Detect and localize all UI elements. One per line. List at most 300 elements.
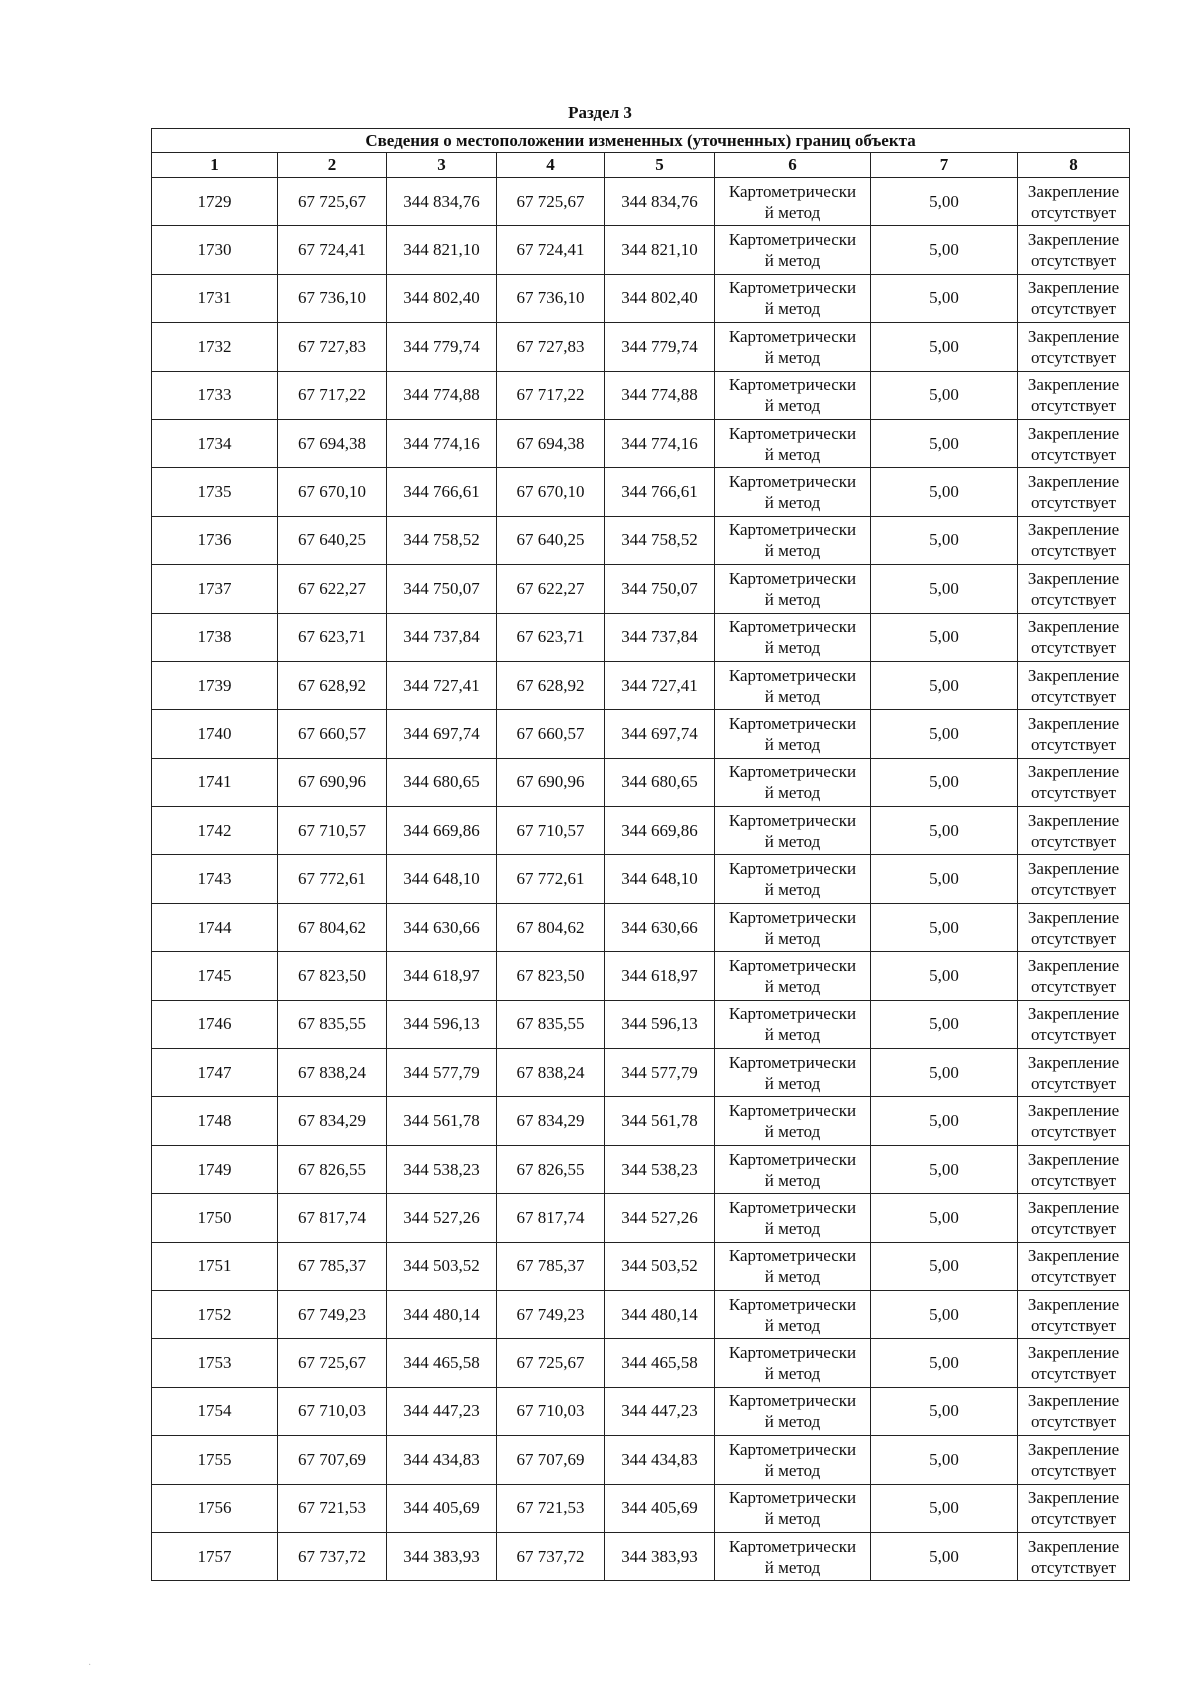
- method-line: Картометрически: [728, 665, 857, 685]
- fixation-cell: [1018, 419, 1130, 467]
- method-cell: [715, 855, 871, 903]
- accuracy-cell: 5,00: [871, 178, 1018, 226]
- fixation-cell: [1018, 468, 1130, 516]
- fixation-line: отсутствует: [1030, 1218, 1117, 1238]
- existing-x-cell: 67 694,38: [278, 419, 387, 467]
- refined-x-cell: 67 725,67: [497, 178, 605, 226]
- existing-y-cell: 344 648,10: [387, 855, 497, 903]
- accuracy-cell: 5,00: [871, 1049, 1018, 1097]
- column-numbers-row: [152, 153, 1130, 178]
- refined-y-cell: 344 750,07: [605, 565, 715, 613]
- existing-x-cell: 67 710,57: [278, 807, 387, 855]
- refined-y-cell: 344 538,23: [605, 1145, 715, 1193]
- table-row: [152, 1000, 1130, 1048]
- point-number-cell: 1741: [152, 758, 278, 806]
- accuracy-cell: 5,00: [871, 1000, 1018, 1048]
- fixation-line: отсутствует: [1030, 541, 1117, 561]
- method-line: й метод: [764, 251, 821, 271]
- method-line: Картометрически: [728, 326, 857, 346]
- fixation-line: отсутствует: [1030, 396, 1117, 416]
- accuracy-cell: 5,00: [871, 1145, 1018, 1193]
- fixation-line: Закрепление: [1027, 230, 1120, 250]
- existing-y-cell: 344 561,78: [387, 1097, 497, 1145]
- point-number-cell: 1733: [152, 371, 278, 419]
- existing-y-cell: 344 538,23: [387, 1145, 497, 1193]
- refined-y-cell: 344 561,78: [605, 1097, 715, 1145]
- boundary-coordinates-table: [151, 128, 1130, 1581]
- point-number-cell: 1736: [152, 516, 278, 564]
- refined-y-cell: 344 630,66: [605, 903, 715, 951]
- method-cell: [715, 1000, 871, 1048]
- table-row: [152, 1339, 1130, 1387]
- table-row: [152, 468, 1130, 516]
- accuracy-cell: 5,00: [871, 903, 1018, 951]
- method-line: Картометрически: [728, 955, 857, 975]
- method-cell: [715, 1436, 871, 1484]
- fixation-cell: [1018, 1436, 1130, 1484]
- method-line: Картометрически: [728, 568, 857, 588]
- method-line: Картометрически: [728, 1149, 857, 1169]
- column-number: 4: [497, 153, 605, 178]
- existing-x-cell: 67 804,62: [278, 903, 387, 951]
- method-cell: [715, 710, 871, 758]
- existing-y-cell: 344 480,14: [387, 1290, 497, 1338]
- existing-y-cell: 344 779,74: [387, 323, 497, 371]
- fixation-cell: [1018, 1242, 1130, 1290]
- existing-x-cell: 67 710,03: [278, 1387, 387, 1435]
- fixation-line: Закрепление: [1027, 713, 1120, 733]
- fixation-cell: [1018, 1049, 1130, 1097]
- refined-y-cell: 344 383,93: [605, 1532, 715, 1580]
- method-cell: [715, 468, 871, 516]
- existing-x-cell: 67 736,10: [278, 274, 387, 322]
- fixation-line: Закрепление: [1027, 568, 1120, 588]
- table-row: [152, 758, 1130, 806]
- existing-y-cell: 344 774,16: [387, 419, 497, 467]
- table-row: [152, 1484, 1130, 1532]
- method-line: Картометрически: [728, 1536, 857, 1556]
- existing-x-cell: 67 835,55: [278, 1000, 387, 1048]
- existing-y-cell: 344 596,13: [387, 1000, 497, 1048]
- fixation-line: отсутствует: [1030, 1509, 1117, 1529]
- fixation-line: отсутствует: [1030, 1557, 1117, 1577]
- method-line: й метод: [764, 1122, 821, 1142]
- existing-x-cell: 67 727,83: [278, 323, 387, 371]
- method-line: Картометрически: [728, 423, 857, 443]
- existing-y-cell: 344 383,93: [387, 1532, 497, 1580]
- accuracy-cell: 5,00: [871, 468, 1018, 516]
- method-cell: [715, 565, 871, 613]
- accuracy-cell: 5,00: [871, 226, 1018, 274]
- method-line: Картометрически: [728, 859, 857, 879]
- refined-x-cell: 67 725,67: [497, 1339, 605, 1387]
- table-row: [152, 1145, 1130, 1193]
- refined-y-cell: 344 727,41: [605, 661, 715, 709]
- fixation-line: Закрепление: [1027, 1004, 1120, 1024]
- method-cell: [715, 516, 871, 564]
- method-line: й метод: [764, 1412, 821, 1432]
- method-line: Картометрически: [728, 810, 857, 830]
- fixation-cell: [1018, 613, 1130, 661]
- refined-y-cell: 344 465,58: [605, 1339, 715, 1387]
- method-cell: [715, 419, 871, 467]
- method-cell: [715, 1194, 871, 1242]
- refined-y-cell: 344 834,76: [605, 178, 715, 226]
- point-number-cell: 1753: [152, 1339, 278, 1387]
- fixation-line: отсутствует: [1030, 1025, 1117, 1045]
- method-line: й метод: [764, 783, 821, 803]
- method-cell: [715, 1049, 871, 1097]
- point-number-cell: 1752: [152, 1290, 278, 1338]
- method-line: й метод: [764, 928, 821, 948]
- fixation-cell: [1018, 855, 1130, 903]
- fixation-line: отсутствует: [1030, 976, 1117, 996]
- refined-x-cell: 67 749,23: [497, 1290, 605, 1338]
- accuracy-cell: 5,00: [871, 758, 1018, 806]
- table-caption: Сведения о местоположении измененных (уточненных) границ объекта: [152, 129, 1130, 153]
- accuracy-cell: 5,00: [871, 419, 1018, 467]
- method-line: й метод: [764, 638, 821, 658]
- table-row: [152, 710, 1130, 758]
- table-row: [152, 178, 1130, 226]
- accuracy-cell: 5,00: [871, 516, 1018, 564]
- table-row: [152, 419, 1130, 467]
- fixation-cell: [1018, 1097, 1130, 1145]
- method-cell: [715, 371, 871, 419]
- accuracy-cell: 5,00: [871, 1484, 1018, 1532]
- existing-x-cell: 67 640,25: [278, 516, 387, 564]
- table-row: [152, 323, 1130, 371]
- accuracy-cell: 5,00: [871, 807, 1018, 855]
- point-number-cell: 1757: [152, 1532, 278, 1580]
- existing-y-cell: 344 834,76: [387, 178, 497, 226]
- method-line: й метод: [764, 1460, 821, 1480]
- fixation-cell: [1018, 274, 1130, 322]
- method-line: Картометрически: [728, 1343, 857, 1363]
- point-number-cell: 1740: [152, 710, 278, 758]
- accuracy-cell: 5,00: [871, 371, 1018, 419]
- fixation-line: Закрепление: [1027, 810, 1120, 830]
- refined-x-cell: 67 724,41: [497, 226, 605, 274]
- point-number-cell: 1756: [152, 1484, 278, 1532]
- refined-y-cell: 344 480,14: [605, 1290, 715, 1338]
- point-number-cell: 1747: [152, 1049, 278, 1097]
- method-line: й метод: [764, 202, 821, 222]
- column-number: 3: [387, 153, 497, 178]
- fixation-line: отсутствует: [1030, 202, 1117, 222]
- method-cell: [715, 1145, 871, 1193]
- fixation-line: отсутствует: [1030, 493, 1117, 513]
- existing-y-cell: 344 821,10: [387, 226, 497, 274]
- method-line: й метод: [764, 1025, 821, 1045]
- existing-y-cell: 344 758,52: [387, 516, 497, 564]
- method-line: Картометрически: [728, 1246, 857, 1266]
- fixation-line: отсутствует: [1030, 299, 1117, 319]
- refined-y-cell: 344 405,69: [605, 1484, 715, 1532]
- method-line: Картометрически: [728, 1004, 857, 1024]
- table-row: [152, 1436, 1130, 1484]
- method-cell: [715, 226, 871, 274]
- fixation-line: Закрепление: [1027, 955, 1120, 975]
- table-row: [152, 565, 1130, 613]
- method-line: й метод: [764, 1557, 821, 1577]
- point-number-cell: 1739: [152, 661, 278, 709]
- existing-x-cell: 67 670,10: [278, 468, 387, 516]
- existing-y-cell: 344 774,88: [387, 371, 497, 419]
- method-line: й метод: [764, 1315, 821, 1335]
- point-number-cell: 1729: [152, 178, 278, 226]
- fixation-line: Закрепление: [1027, 1149, 1120, 1169]
- fixation-line: Закрепление: [1027, 1101, 1120, 1121]
- refined-y-cell: 344 527,26: [605, 1194, 715, 1242]
- fixation-line: Закрепление: [1027, 472, 1120, 492]
- refined-x-cell: 67 710,57: [497, 807, 605, 855]
- table-row: [152, 1097, 1130, 1145]
- method-line: й метод: [764, 880, 821, 900]
- fixation-line: отсутствует: [1030, 880, 1117, 900]
- refined-y-cell: 344 737,84: [605, 613, 715, 661]
- point-number-cell: 1746: [152, 1000, 278, 1048]
- point-number-cell: 1745: [152, 952, 278, 1000]
- fixation-line: Закрепление: [1027, 1294, 1120, 1314]
- fixation-line: отсутствует: [1030, 831, 1117, 851]
- fixation-line: отсутствует: [1030, 1460, 1117, 1480]
- refined-x-cell: 67 717,22: [497, 371, 605, 419]
- fixation-line: Закрепление: [1027, 907, 1120, 927]
- method-line: Картометрически: [728, 1052, 857, 1072]
- table-row: [152, 371, 1130, 419]
- method-cell: [715, 613, 871, 661]
- existing-x-cell: 67 817,74: [278, 1194, 387, 1242]
- existing-y-cell: 344 802,40: [387, 274, 497, 322]
- refined-y-cell: 344 447,23: [605, 1387, 715, 1435]
- fixation-line: отсутствует: [1030, 783, 1117, 803]
- fixation-line: Закрепление: [1027, 859, 1120, 879]
- fixation-cell: [1018, 1387, 1130, 1435]
- refined-y-cell: 344 821,10: [605, 226, 715, 274]
- existing-x-cell: 67 826,55: [278, 1145, 387, 1193]
- method-line: Картометрически: [728, 181, 857, 201]
- fixation-line: Закрепление: [1027, 1052, 1120, 1072]
- existing-x-cell: 67 772,61: [278, 855, 387, 903]
- existing-y-cell: 344 577,79: [387, 1049, 497, 1097]
- fixation-line: отсутствует: [1030, 1122, 1117, 1142]
- table-row: [152, 661, 1130, 709]
- column-number: 6: [715, 153, 871, 178]
- fixation-line: Закрепление: [1027, 520, 1120, 540]
- existing-x-cell: 67 838,24: [278, 1049, 387, 1097]
- fixation-cell: [1018, 516, 1130, 564]
- point-number-cell: 1732: [152, 323, 278, 371]
- existing-y-cell: 344 405,69: [387, 1484, 497, 1532]
- table-caption-row: [152, 129, 1130, 153]
- existing-y-cell: 344 434,83: [387, 1436, 497, 1484]
- fixation-cell: [1018, 952, 1130, 1000]
- refined-x-cell: 67 628,92: [497, 661, 605, 709]
- point-number-cell: 1730: [152, 226, 278, 274]
- fixation-cell: [1018, 178, 1130, 226]
- point-number-cell: 1748: [152, 1097, 278, 1145]
- refined-x-cell: 67 835,55: [497, 1000, 605, 1048]
- method-line: й метод: [764, 1364, 821, 1384]
- fixation-line: Закрепление: [1027, 617, 1120, 637]
- fixation-cell: [1018, 661, 1130, 709]
- refined-y-cell: 344 774,88: [605, 371, 715, 419]
- point-number-cell: 1742: [152, 807, 278, 855]
- method-line: Картометрически: [728, 1294, 857, 1314]
- accuracy-cell: 5,00: [871, 1436, 1018, 1484]
- method-cell: [715, 807, 871, 855]
- existing-y-cell: 344 503,52: [387, 1242, 497, 1290]
- refined-y-cell: 344 774,16: [605, 419, 715, 467]
- fixation-line: отсутствует: [1030, 589, 1117, 609]
- fixation-line: Закрепление: [1027, 181, 1120, 201]
- fixation-line: Закрепление: [1027, 278, 1120, 298]
- existing-x-cell: 67 707,69: [278, 1436, 387, 1484]
- existing-y-cell: 344 527,26: [387, 1194, 497, 1242]
- fixation-cell: [1018, 807, 1130, 855]
- existing-y-cell: 344 630,66: [387, 903, 497, 951]
- method-line: Картометрически: [728, 617, 857, 637]
- fixation-cell: [1018, 1000, 1130, 1048]
- method-line: й метод: [764, 299, 821, 319]
- method-cell: [715, 1290, 871, 1338]
- accuracy-cell: 5,00: [871, 613, 1018, 661]
- method-cell: [715, 1339, 871, 1387]
- method-line: й метод: [764, 347, 821, 367]
- fixation-line: отсутствует: [1030, 638, 1117, 658]
- refined-x-cell: 67 834,29: [497, 1097, 605, 1145]
- refined-x-cell: 67 804,62: [497, 903, 605, 951]
- accuracy-cell: 5,00: [871, 1290, 1018, 1338]
- refined-x-cell: 67 721,53: [497, 1484, 605, 1532]
- point-number-cell: 1750: [152, 1194, 278, 1242]
- table-row: [152, 1290, 1130, 1338]
- existing-x-cell: 67 623,71: [278, 613, 387, 661]
- existing-y-cell: 344 766,61: [387, 468, 497, 516]
- method-line: й метод: [764, 589, 821, 609]
- accuracy-cell: 5,00: [871, 1194, 1018, 1242]
- refined-x-cell: 67 817,74: [497, 1194, 605, 1242]
- method-cell: [715, 1387, 871, 1435]
- point-number-cell: 1744: [152, 903, 278, 951]
- method-cell: [715, 178, 871, 226]
- column-number: 7: [871, 153, 1018, 178]
- existing-y-cell: 344 750,07: [387, 565, 497, 613]
- point-number-cell: 1755: [152, 1436, 278, 1484]
- fixation-line: Закрепление: [1027, 665, 1120, 685]
- existing-x-cell: 67 737,72: [278, 1532, 387, 1580]
- accuracy-cell: 5,00: [871, 323, 1018, 371]
- table-row: [152, 516, 1130, 564]
- existing-x-cell: 67 721,53: [278, 1484, 387, 1532]
- method-cell: [715, 274, 871, 322]
- method-line: Картометрически: [728, 1439, 857, 1459]
- accuracy-cell: 5,00: [871, 661, 1018, 709]
- method-line: Картометрически: [728, 375, 857, 395]
- method-cell: [715, 952, 871, 1000]
- refined-y-cell: 344 503,52: [605, 1242, 715, 1290]
- fixation-line: Закрепление: [1027, 1343, 1120, 1363]
- method-line: Картометрически: [728, 472, 857, 492]
- existing-x-cell: 67 749,23: [278, 1290, 387, 1338]
- table-row: [152, 903, 1130, 951]
- method-cell: [715, 1242, 871, 1290]
- refined-x-cell: 67 736,10: [497, 274, 605, 322]
- fixation-line: отсутствует: [1030, 928, 1117, 948]
- accuracy-cell: 5,00: [871, 1097, 1018, 1145]
- existing-x-cell: 67 717,22: [278, 371, 387, 419]
- refined-x-cell: 67 785,37: [497, 1242, 605, 1290]
- method-line: й метод: [764, 1218, 821, 1238]
- refined-x-cell: 67 690,96: [497, 758, 605, 806]
- existing-y-cell: 344 465,58: [387, 1339, 497, 1387]
- method-line: Картометрически: [728, 1488, 857, 1508]
- existing-y-cell: 344 669,86: [387, 807, 497, 855]
- column-number: 1: [152, 153, 278, 178]
- method-cell: [715, 758, 871, 806]
- fixation-cell: [1018, 1339, 1130, 1387]
- method-line: Картометрически: [728, 713, 857, 733]
- accuracy-cell: 5,00: [871, 1532, 1018, 1580]
- fixation-line: Закрепление: [1027, 423, 1120, 443]
- accuracy-cell: 5,00: [871, 1387, 1018, 1435]
- fixation-line: Закрепление: [1027, 1197, 1120, 1217]
- fixation-line: Закрепление: [1027, 1439, 1120, 1459]
- fixation-line: отсутствует: [1030, 444, 1117, 464]
- fixation-line: отсутствует: [1030, 1170, 1117, 1190]
- accuracy-cell: 5,00: [871, 710, 1018, 758]
- point-number-cell: 1754: [152, 1387, 278, 1435]
- fixation-line: Закрепление: [1027, 762, 1120, 782]
- fixation-line: отсутствует: [1030, 1267, 1117, 1287]
- refined-x-cell: 67 623,71: [497, 613, 605, 661]
- method-cell: [715, 1097, 871, 1145]
- refined-x-cell: 67 838,24: [497, 1049, 605, 1097]
- existing-y-cell: 344 737,84: [387, 613, 497, 661]
- method-cell: [715, 1484, 871, 1532]
- fixation-cell: [1018, 1194, 1130, 1242]
- existing-x-cell: 67 725,67: [278, 1339, 387, 1387]
- fixation-cell: [1018, 226, 1130, 274]
- accuracy-cell: 5,00: [871, 952, 1018, 1000]
- fixation-line: отсутствует: [1030, 347, 1117, 367]
- refined-x-cell: 67 622,27: [497, 565, 605, 613]
- existing-y-cell: 344 697,74: [387, 710, 497, 758]
- method-line: Картометрически: [728, 1391, 857, 1411]
- method-line: Картометрически: [728, 762, 857, 782]
- refined-y-cell: 344 618,97: [605, 952, 715, 1000]
- fixation-line: отсутствует: [1030, 1364, 1117, 1384]
- method-line: Картометрически: [728, 907, 857, 927]
- table-body: [152, 178, 1130, 1581]
- refined-x-cell: 67 640,25: [497, 516, 605, 564]
- method-line: й метод: [764, 1073, 821, 1093]
- point-number-cell: 1749: [152, 1145, 278, 1193]
- method-line: й метод: [764, 1267, 821, 1287]
- method-line: й метод: [764, 686, 821, 706]
- table-row: [152, 1387, 1130, 1435]
- fixation-line: Закрепление: [1027, 1488, 1120, 1508]
- method-line: Картометрически: [728, 1197, 857, 1217]
- accuracy-cell: 5,00: [871, 855, 1018, 903]
- column-number: 5: [605, 153, 715, 178]
- table-row: [152, 1242, 1130, 1290]
- fixation-cell: [1018, 565, 1130, 613]
- method-line: Картометрически: [728, 1101, 857, 1121]
- point-number-cell: 1734: [152, 419, 278, 467]
- table-row: [152, 1194, 1130, 1242]
